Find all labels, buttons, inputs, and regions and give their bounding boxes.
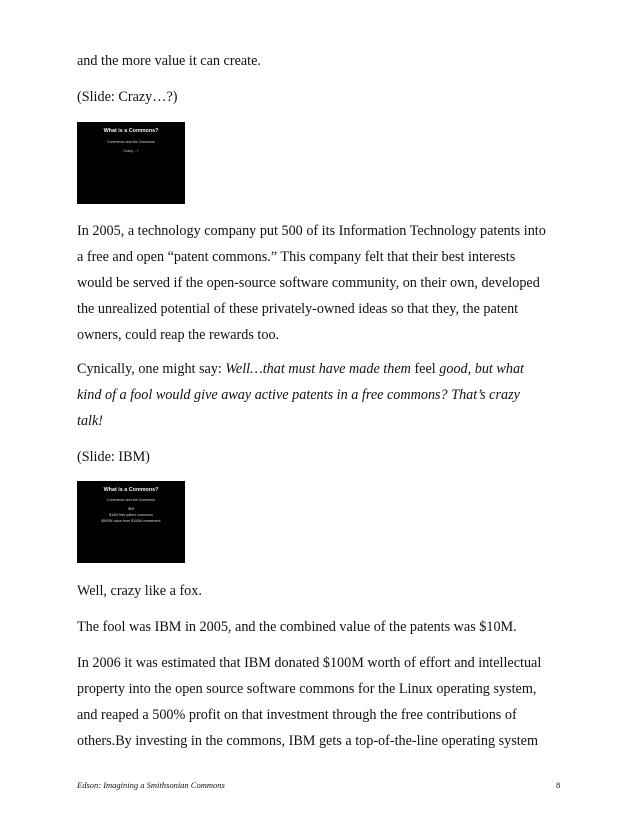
slide-line: IBM <box>127 507 135 511</box>
paragraph-line <box>77 408 567 434</box>
text-line: The fool was IBM in 2005, and the combined value of the patents was $10M. <box>77 619 517 635</box>
text-run: Cynically, one might say: <box>77 361 226 377</box>
paragraph-line <box>77 382 567 408</box>
text-run: feel <box>410 361 440 377</box>
paragraph-line: others.By investing in the commons, IBM gets a top-of-the-line operating system <box>77 733 539 749</box>
slide-line: Commerce and the Commons <box>107 498 155 502</box>
paragraph-line: and reaped a 500% profit on that investment through the free contributions of <box>77 707 517 723</box>
footer-title: Edson: Imagining a Smithsonian Commons <box>77 780 225 790</box>
paragraph-line: In 2006 it was estimated that IBM donated $100M worth of effort and intellectual <box>77 655 542 671</box>
slide-line: $500M value from $100M investment <box>101 519 161 523</box>
text-line: Well, crazy like a fox. <box>77 583 202 599</box>
paragraph-line: a free and open “patent commons.” This company felt that their best interests <box>77 249 516 265</box>
slide-line: $10M free patent commons <box>109 513 153 517</box>
slide-title: What is a Commons? <box>103 128 159 134</box>
slide-line: Crazy…? <box>123 149 139 153</box>
text-line: and the more value it can create. <box>77 53 261 69</box>
paragraph-line: the unrealized potential of these privately-owned ideas so that they, the patent <box>77 301 519 317</box>
paragraph-line: In 2005, a technology company put 500 of its Information Technology patents into <box>77 223 546 239</box>
italic-run: Well…that must have made them <box>225 361 411 377</box>
slide-line: Commerce and the Commons <box>107 140 155 144</box>
slide-title: What is a Commons? <box>103 487 159 493</box>
slide-thumbnail-crazy <box>77 122 185 204</box>
italic-run: talk! <box>77 413 103 429</box>
paragraph-line <box>77 356 567 382</box>
slide-caption-ibm: (Slide: IBM) <box>77 449 150 465</box>
slide-thumbnail-ibm <box>77 481 185 563</box>
italic-run: good, but what <box>439 361 524 377</box>
slide-caption-crazy: (Slide: Crazy…?) <box>77 89 178 105</box>
paragraph-line: owners, could reap the rewards too. <box>77 327 280 343</box>
paragraph-line: property into the open source software commons for the Linux operating system, <box>77 681 537 697</box>
paragraph-line: would be served if the open-source software community, on their own, developed <box>77 275 540 291</box>
italic-run: kind of a fool would give away active patents in a free commons? That’s crazy <box>77 387 520 403</box>
page-number: 8 <box>556 780 561 790</box>
